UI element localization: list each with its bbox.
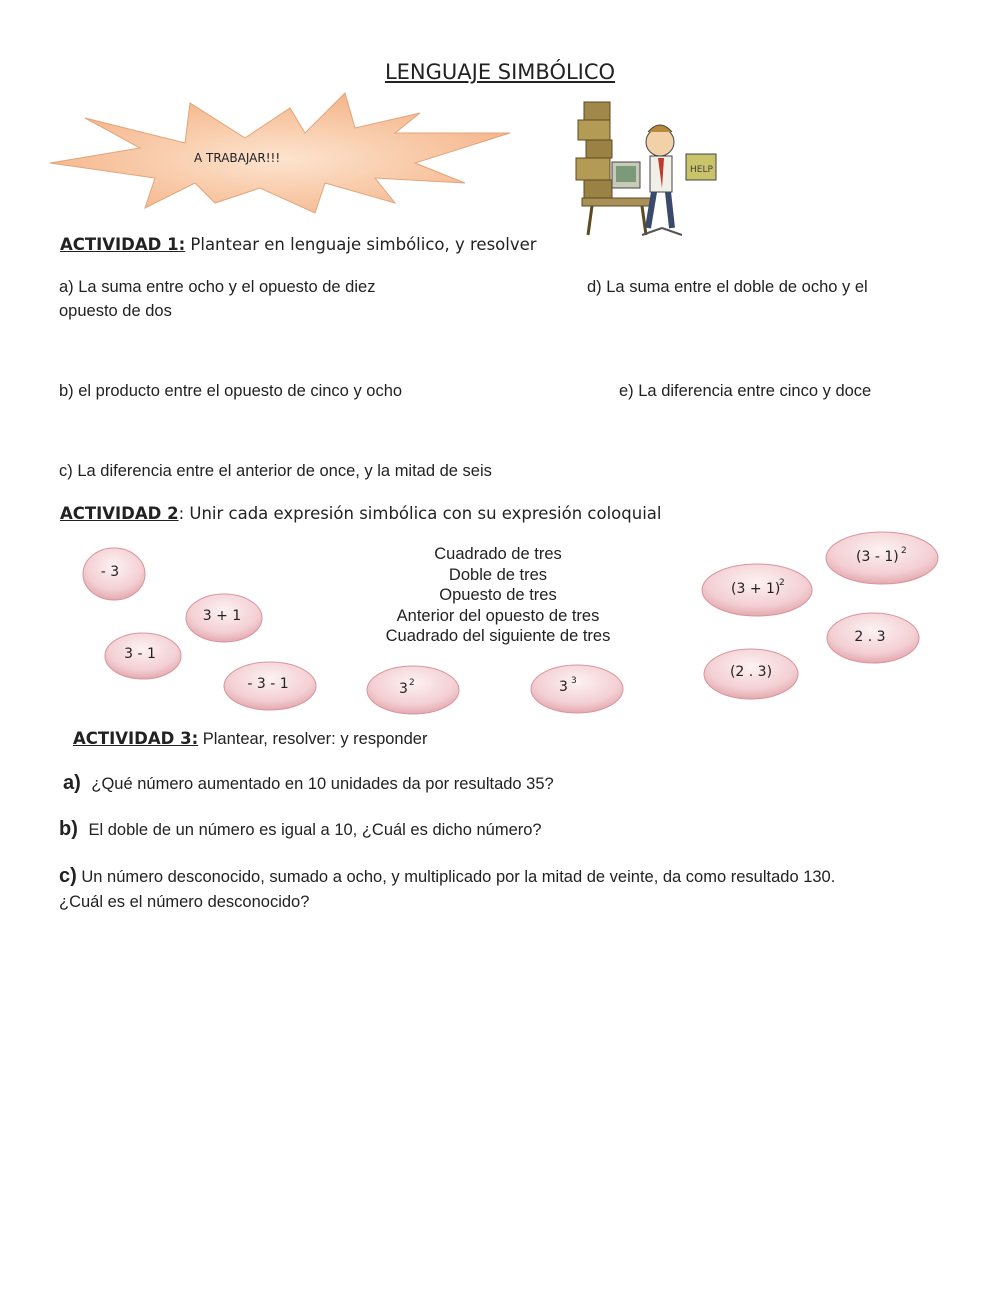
phrase-item[interactable]: Cuadrado del siguiente de tres (385, 627, 611, 646)
phrase-item[interactable]: Cuadrado de tres (434, 545, 562, 563)
oval-three-cubed[interactable] (531, 665, 623, 713)
activity1-item-a-cont: opuesto de dos (59, 302, 172, 320)
question-a-text: ¿Qué número aumentado en 10 unidades da por resultado 35? (91, 775, 554, 793)
phrase-item[interactable]: Doble de tres (448, 565, 548, 584)
oval-paren-two-three-label: (2 . 3) (729, 664, 773, 680)
activity1-item-d: d) La suma entre el doble de ocho y el (587, 278, 868, 296)
question-c (59, 865, 835, 888)
question-c-letter: c) (59, 865, 77, 887)
oval-three-squared-base: 3 (399, 681, 408, 697)
oval-three-plus-one-label: 3 + 1 (202, 608, 242, 624)
oval-three-minus-one-label: 3 - 1 (124, 646, 156, 662)
activity1-item-a: a) La suma entre ocho y el opuesto de diez (59, 278, 376, 296)
oval-three-cubed-base: 3 (559, 679, 568, 695)
help-sign-text: HELP (690, 165, 713, 175)
oval-three-cubed-exp: 3 (571, 676, 577, 686)
activity2-text: : Unir cada expresión simbólica con su expresión coloquial (178, 504, 662, 523)
activity1-item-b: b) el producto entre el opuesto de cinco y ocho (59, 382, 403, 400)
phrase-item[interactable]: Opuesto de tres (439, 586, 557, 605)
oval-neg3-minus-1[interactable] (224, 662, 316, 710)
oval-paren-plus-squared[interactable] (702, 564, 812, 616)
oval-paren-minus-exp: 2 (901, 546, 907, 556)
oval-neg3[interactable] (83, 548, 145, 600)
oval-neg3-minus-1-label: - 3 - 1 (247, 676, 289, 692)
stressed-worker-illustration (572, 90, 722, 238)
oval-paren-plus-exp: 2 (779, 578, 785, 588)
question-a (63, 772, 554, 795)
activity3-heading (73, 729, 427, 749)
oval-paren-minus-squared[interactable] (826, 532, 938, 584)
oval-paren-two-three[interactable] (704, 649, 798, 699)
oval-three-minus-one[interactable] (105, 633, 181, 679)
activity2-label: ACTIVIDAD 2 (60, 504, 179, 523)
activity3-text: Plantear, resolver: y responder (198, 730, 428, 748)
question-b-text: El doble de un número es igual a 10, ¿Cuál es dicho número? (88, 821, 542, 839)
activity1-item-e: e) La diferencia entre cinco y doce (619, 382, 872, 400)
oval-three-squared[interactable] (367, 666, 459, 714)
question-a-letter: a) (63, 772, 81, 794)
burst-label: A TRABAJAR!!! (194, 151, 281, 165)
activity2-heading (60, 504, 662, 523)
activity1-label: ACTIVIDAD 1: (60, 235, 186, 254)
activity1-text: Plantear en lenguaje simbólico, y resolver (185, 235, 537, 254)
activity3-label: ACTIVIDAD 3: (73, 729, 199, 748)
oval-two-dot-three[interactable] (827, 613, 919, 663)
oval-three-plus-one[interactable] (186, 594, 262, 642)
question-c-cont: ¿Cuál es el número desconocido? (59, 893, 310, 911)
oval-three-squared-exp: 2 (409, 678, 415, 688)
question-b-letter: b) (59, 818, 78, 840)
phrase-item[interactable]: Anterior del opuesto de tres (396, 606, 600, 625)
expression-ovals (0, 530, 1000, 725)
question-c-text: Un número desconocido, sumado a ocho, y multiplicado por la mitad de veinte, da como resultado 130. (76, 868, 836, 886)
activity1-heading (60, 235, 537, 254)
activity1-item-c: c) La diferencia entre el anterior de once, y la mitad de seis (59, 462, 492, 480)
question-b (59, 818, 542, 841)
oval-neg3-label: - 3 (100, 564, 120, 580)
page-title: LENGUAJE SIMBÓLICO (384, 60, 616, 84)
oval-two-dot-three-label: 2 . 3 (854, 629, 886, 645)
oval-paren-minus-base: (3 - 1) (856, 549, 899, 565)
oval-paren-plus-base: (3 + 1) (731, 581, 781, 597)
